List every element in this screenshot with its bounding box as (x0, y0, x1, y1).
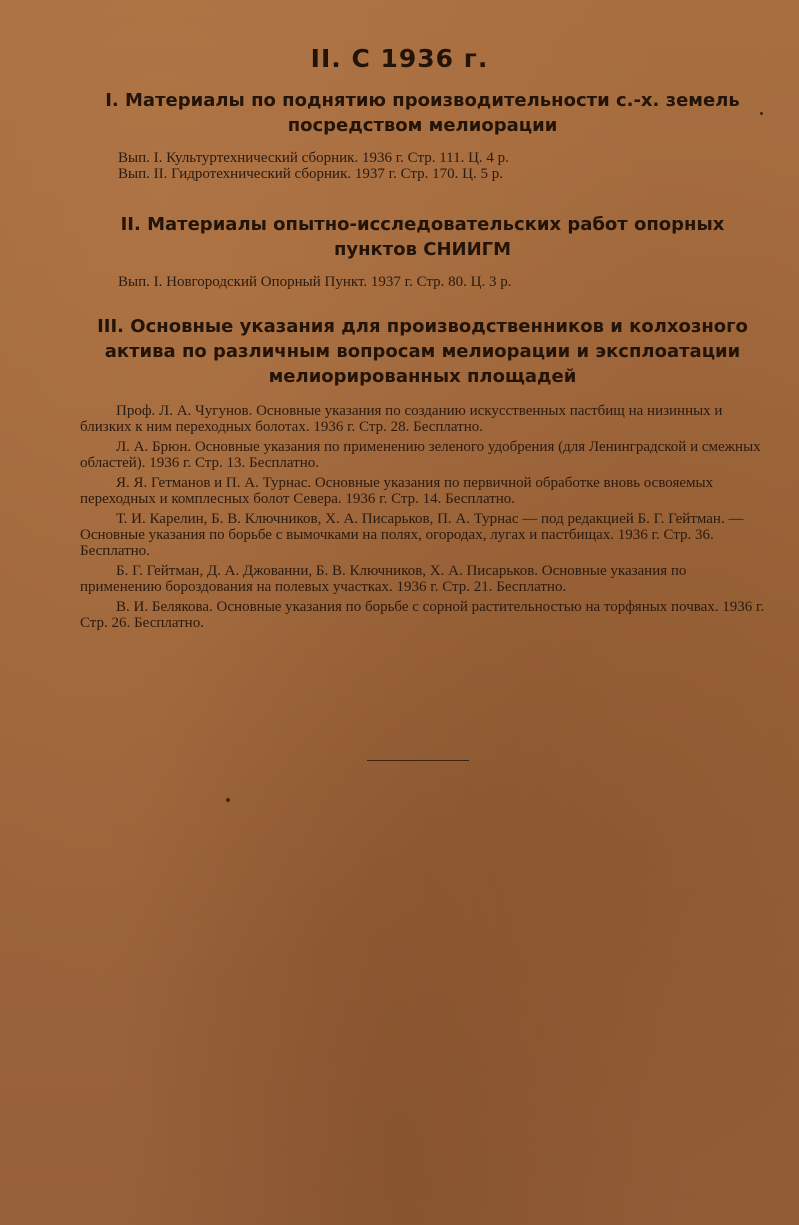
part-title: II. С 1936 г. (310, 44, 489, 73)
section-3 (80, 314, 765, 631)
section-heading: III. Основные указания для производственников и колхозного актива по различным вопросам мелиорации и эксплоатации мелиорированных площадей (97, 316, 748, 387)
section-heading: I. Материалы по поднятию производительности с.-х. земель посредством мелиорации (105, 90, 740, 136)
ink-speck (226, 798, 230, 802)
entry: Вып. I. Культуртехнический сборник. 1936 г. Стр. 111. Ц. 4 р. (118, 150, 509, 166)
entry: Я. Я. Гетманов и П. А. Турнас. Основные указания по первичной обработке вновь освояемых переходных и комплесных болот Севера. 1936 г. Стр. 14. Бесплатно. (80, 475, 714, 507)
section-heading: II. Материалы опытно-исследовательских работ опорных пунктов СНИИГМ (120, 214, 725, 260)
entry-list (80, 274, 765, 290)
section-2 (80, 212, 765, 290)
entry: Т. И. Карелин, Б. В. Ключников, Х. А. Писарьков, П. А. Турнас — под редакцией Б. Г. Гейтман. — Основные указания по борьбе с вымочками на полях, огородах, лугах и пастбищах. 1936 г. Стр. 36. Бесплатно. (80, 511, 744, 559)
entry-list (80, 150, 765, 182)
entry: Б. Г. Гейтман, Д. А. Джованни, Б. В. Ключников, Х. А. Писарьков. Основные указания по применению бороздования на полевых участках. 1936 г. Стр. 21. Бесплатно. (80, 563, 687, 595)
entry-list (80, 403, 765, 631)
divider-rule (367, 760, 469, 761)
ink-speck (760, 112, 763, 115)
entry: Л. А. Брюн. Основные указания по применению зеленого удобрения (для Ленинградской и смежных областей). 1936 г. Стр. 13. Бесплатно. (80, 439, 761, 471)
entry: Проф. Л. А. Чугунов. Основные указания по созданию искусственных пастбищ на низинных и близких к ним переходных болотах. 1936 г. Стр. 28. Бесплатно. (80, 403, 723, 435)
entry: Вып. II. Гидротехнический сборник. 1937 г. Стр. 170. Ц. 5 р. (118, 166, 503, 182)
section-1 (80, 88, 765, 182)
entry: В. И. Белякова. Основные указания по борьбе с сорной растительностью на торфяных почвах. 1936 г. Стр. 26. Бесплатно. (80, 599, 765, 631)
entry: Вып. I. Новгородский Опорный Пункт. 1937 г. Стр. 80. Ц. 3 р. (118, 274, 512, 290)
